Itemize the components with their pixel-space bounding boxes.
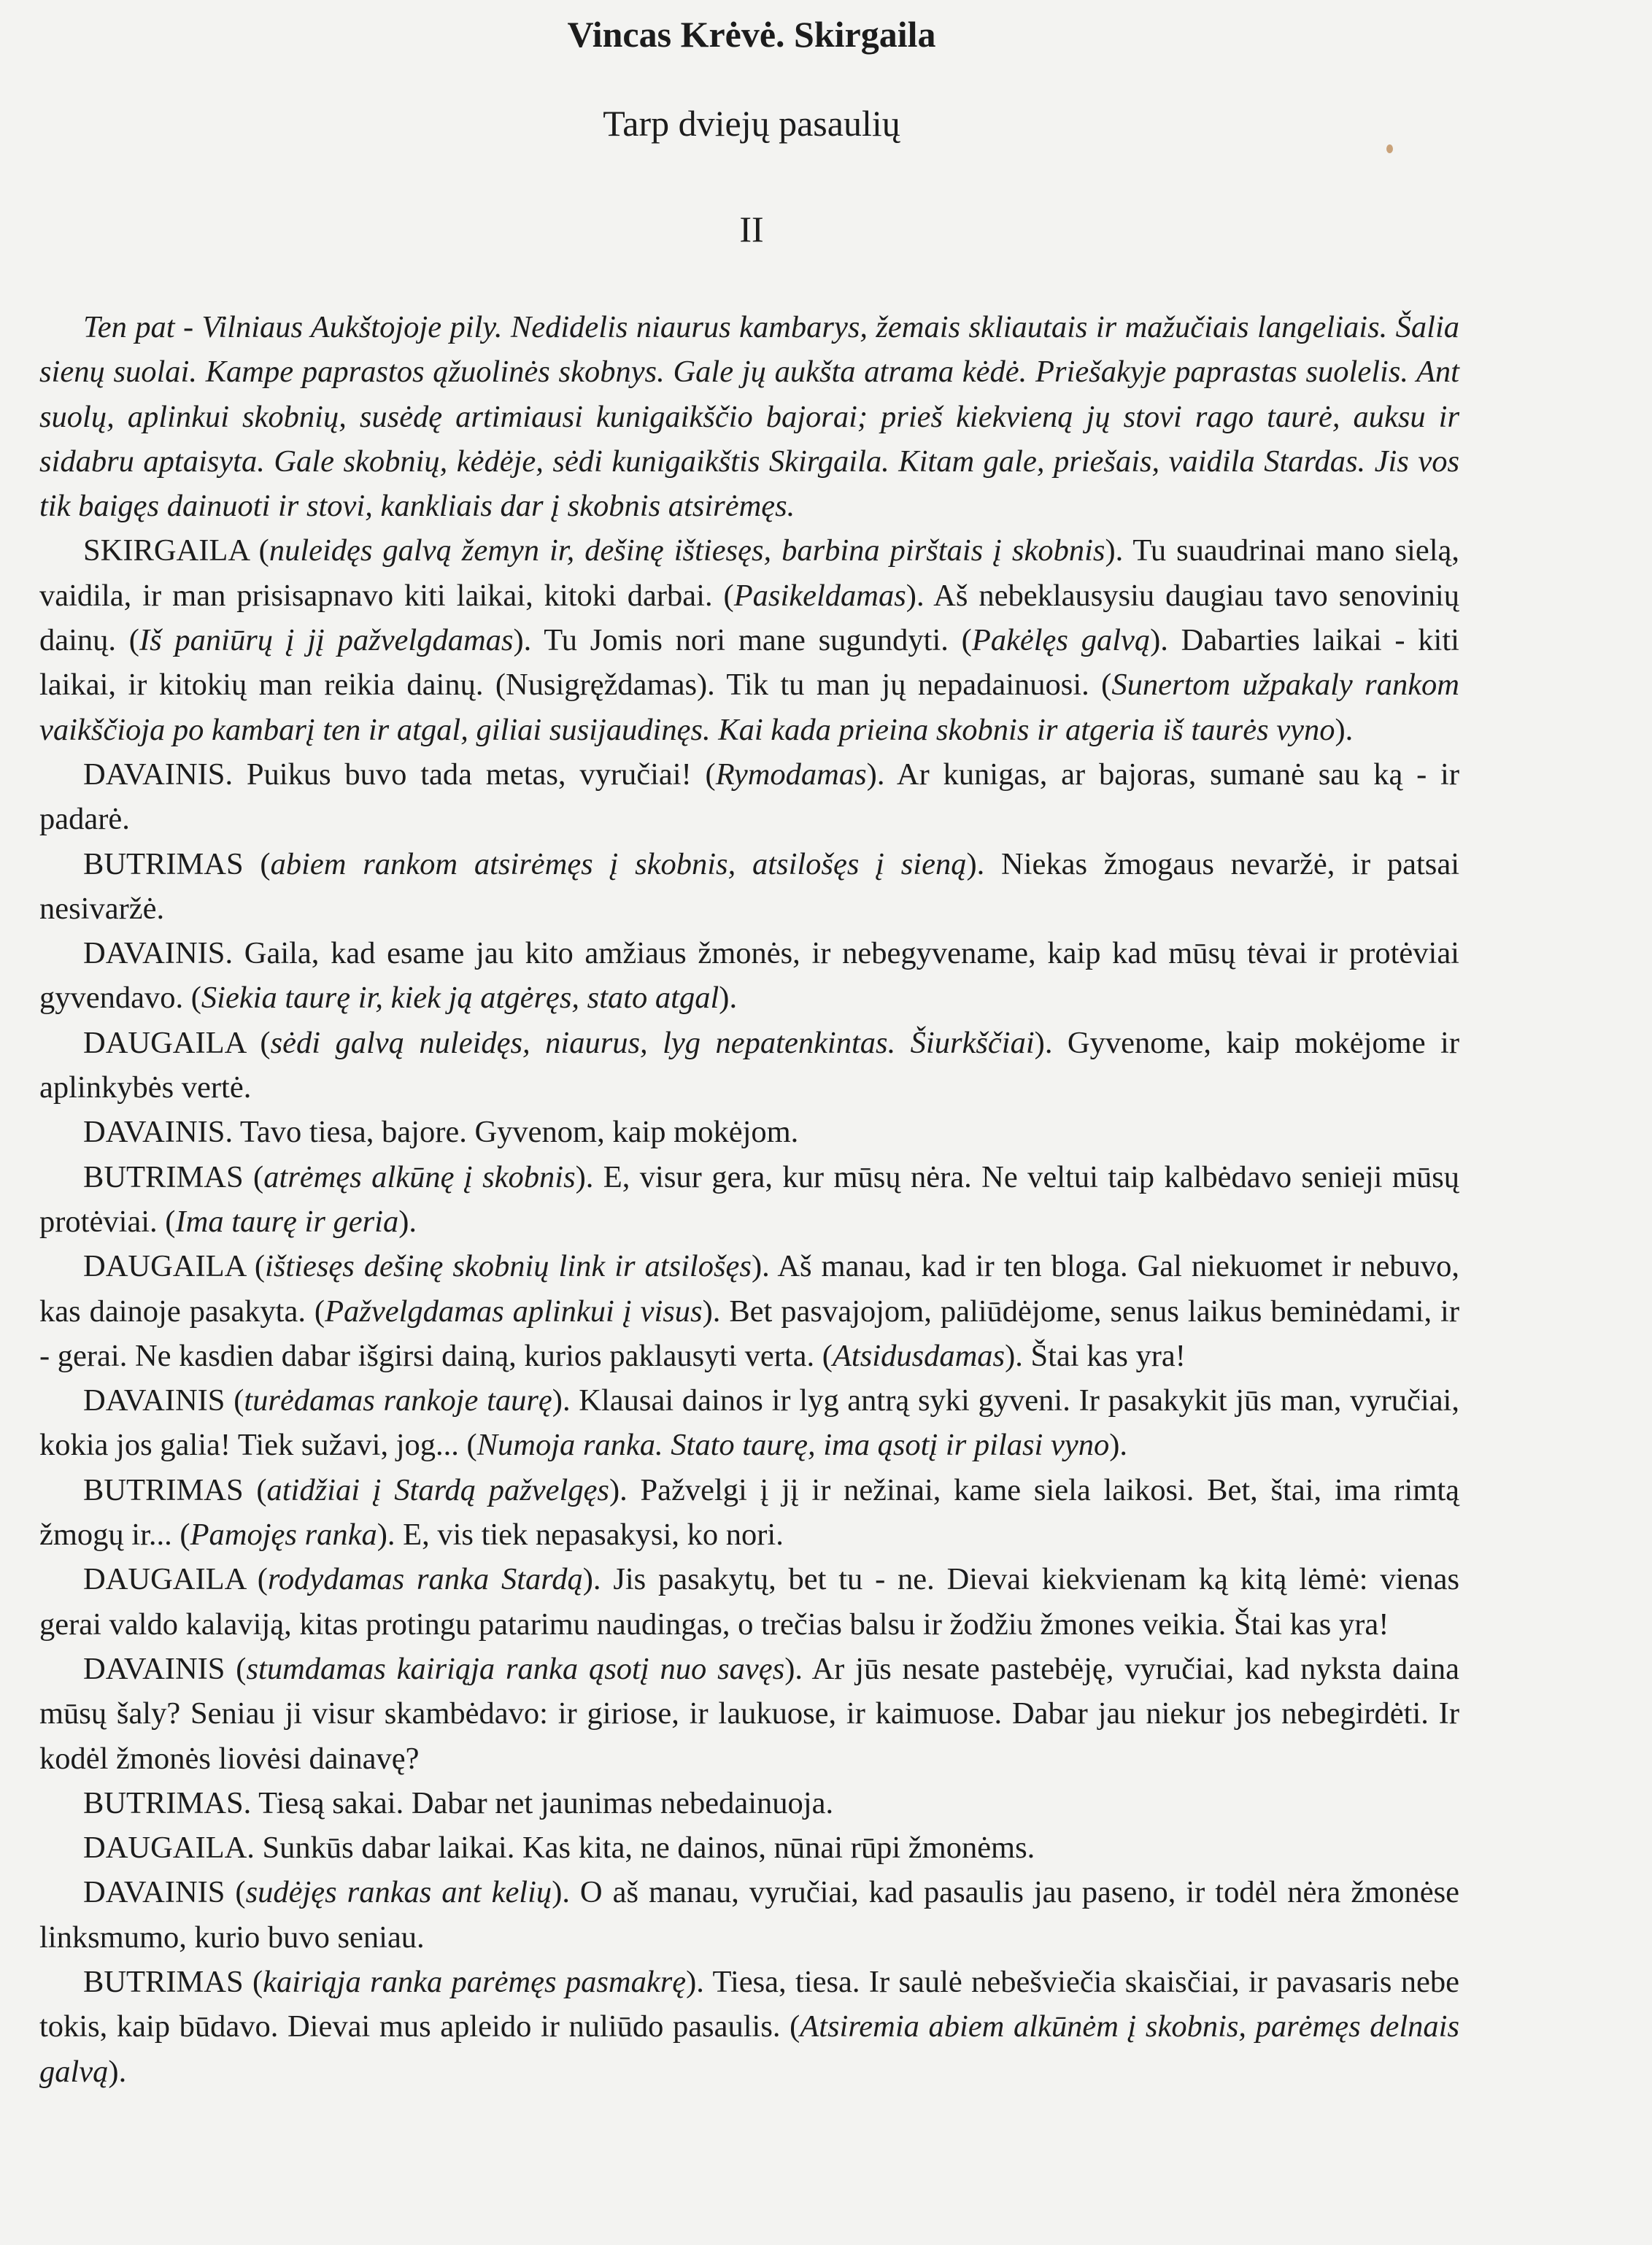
speech-text: ). Aš nebeklausysiu daugiau tavo senovinių dainų. (: [39, 578, 1459, 658]
speech-text: (: [244, 1562, 268, 1597]
speech-text: ). Tu Jomis nori mane sugundyti. (: [513, 623, 972, 658]
speech-text: ). Niekas žmogaus nevaržė, ir patsai nesivaržė.: [39, 846, 1460, 926]
speech-text: ). Dabarties laikai - kiti laikai, ir kitokių man reikia dainų. (Nusigręždamas). Tik tu man jų nepadainuosi. (: [39, 623, 1459, 703]
stage-remark: abiem rankom atsirėmęs į skobnis, atsilošęs į sieną: [270, 846, 967, 881]
speaker-name: BUTRIMAS: [83, 1159, 244, 1194]
page-title: Vincas Krėvė. Skirgaila: [567, 14, 936, 55]
dialogue-line: [39, 1021, 1459, 1110]
stage-remark: atidžiai į Stardą pažvelgęs: [266, 1472, 609, 1507]
speech-text: ). Tu suaudrinai mano sielą, vaidila, ir man prisisapnavo kiti laikai, kitoki darbai. (: [39, 533, 1459, 613]
speaker-name: DAVAINIS: [83, 1383, 225, 1418]
play-text: [39, 305, 1459, 2094]
dialogue-line: [39, 1557, 1459, 1647]
speaker-name: SKIRGAILA: [83, 533, 249, 568]
stage-remark: turėdamas rankoje taurę: [244, 1383, 552, 1418]
speech-text: ). Gyvenome, kaip mokėjome ir aplinkybės vertė.: [39, 1025, 1459, 1105]
speech-text: . Tavo tiesa, bajore. Gyvenom, kaip mokėjom.: [225, 1115, 799, 1150]
speech-text: ).: [719, 981, 738, 1016]
speech-text: (: [243, 1964, 263, 1999]
stage-remark: Pasikeldamas: [733, 578, 906, 613]
speech-text: (: [244, 1249, 266, 1284]
stage-remark: atrėmęs alkūnę į skobnis: [263, 1159, 576, 1194]
dialogue-line: [39, 752, 1459, 842]
stage-remark: Pakėlęs galvą: [971, 623, 1151, 658]
speech-text: (: [248, 533, 269, 568]
speaker-name: DAVAINIS: [83, 936, 225, 971]
stage-remark: Ima taurę ir geria: [175, 1204, 399, 1239]
dialogue-line: [39, 1647, 1459, 1781]
paper-speck: [1386, 144, 1393, 153]
dialogue-line: [39, 1155, 1459, 1245]
dialogue-line: [39, 842, 1459, 932]
dialogue-line: [39, 1110, 1459, 1154]
speech-text: ). Tiesa, tiesa. Ir saulė nebešviečia skaisčiai, ir pavasaris nebe tokis, kaip būdavo. Dievai mus apleido ir nuliūdo pasaulis. (: [39, 1964, 1459, 2044]
speech-text: ). Ar jūs nesate pastebėję, vyručiai, kad nyksta daina mūsų šaly? Seniau ji visur skambėdavo: ir giriose, ir laukuose, ir kaimuose. Dabar jau niekur jos nebegirdėti. Ir kodėl žmonės liovėsi dainavę?: [39, 1651, 1460, 1776]
speech-text: . Sunkūs dabar laikai. Kas kita, ne dainos, nūnai rūpi žmonėms.: [247, 1831, 1035, 1866]
speech-text: . Puikus buvo tada metas, vyručiai! (: [225, 757, 716, 792]
speaker-name: DAVAINIS: [83, 1651, 225, 1686]
speech-text: (: [225, 1651, 247, 1686]
stage-remark: Atsiremia abiem alkūnėm į skobnis, parėmęs delnais galvą: [39, 2009, 1459, 2089]
stage-remark: ištiesęs dešinę skobnių link ir atsilošęs: [265, 1249, 752, 1284]
speech-text: ).: [1109, 1428, 1127, 1463]
speaker-name: BUTRIMAS: [83, 846, 244, 881]
stage-remark: sudėjęs rankas ant kelių: [245, 1875, 552, 1910]
speech-text: ). O aš manau, vyručiai, kad pasaulis jau paseno, ir todėl nėra žmonėse linksmumo, kurio buvo seniau.: [39, 1875, 1460, 1955]
speech-text: (: [225, 1875, 246, 1910]
dialogue-line: [39, 1378, 1459, 1468]
speech-text: (: [243, 846, 271, 881]
dialogue-line: [39, 1244, 1459, 1378]
speaker-name: BUTRIMAS: [83, 1964, 244, 1999]
speech-text: ). Jis pasakytų, bet tu - ne. Dievai kiekvienam ką kitą lėmė: vienas gerai valdo kalaviją, kitas protingu patarimu naudingas, o trečias balsu ir žodžiu žmones veikia. Štai kas yra!: [39, 1562, 1459, 1642]
speaker-name: BUTRIMAS: [83, 1785, 244, 1820]
speech-text: (: [244, 1025, 271, 1060]
stage-remark: Sunertom užpakaly rankom vaikščioja po kambarį ten ir atgal, giliai susijaudinęs. Kai kada prieina skobnis ir atgeria iš taurės vyno: [39, 668, 1459, 747]
dialogue-line: [39, 1825, 1459, 1870]
speaker-name: DAUGAILA: [83, 1249, 245, 1284]
speaker-name: DAUGAILA: [83, 1025, 245, 1060]
speech-text: ). Štai kas yra!: [1005, 1338, 1186, 1373]
speech-text: ). E, vis tiek nepasakysi, ko nori.: [377, 1518, 784, 1553]
speech-text: (: [243, 1159, 264, 1194]
section-number: II: [739, 209, 764, 250]
dialogue-line: [39, 931, 1459, 1021]
dialogue-list: [39, 528, 1459, 2093]
dialogue-line: [39, 1960, 1459, 2094]
stage-remark: Siekia taurę ir, kiek ją atgėręs, stato atgal: [201, 981, 719, 1016]
speech-text: ).: [1335, 712, 1354, 747]
speech-text: . Gaila, kad esame jau kito amžiaus žmonės, ir nebegyvename, kaip kad mūsų tėvai ir protėviai gyvendavo. (: [39, 936, 1459, 1016]
stage-remark: Pamojęs ranka: [190, 1518, 377, 1553]
speech-text: ). Pažvelgi į jį ir nežinai, kame siela laikosi. Bet, štai, ima rimtą žmogų ir... (: [39, 1472, 1459, 1553]
stage-remark: kairiąja ranka parėmęs pasmakrę: [263, 1964, 687, 1999]
speaker-name: DAUGAILA: [83, 1562, 245, 1597]
speech-text: ). Aš manau, kad ir ten bloga. Gal niekuomet ir nebuvo, kas dainoje pasakyta. (: [39, 1249, 1459, 1329]
stage-remark: Atsidusdamas: [832, 1338, 1006, 1373]
speech-text: ).: [398, 1204, 417, 1239]
speech-text: ). Ar kunigas, ar bajoras, sumanė sau ką - ir padarė.: [39, 757, 1460, 837]
stage-remark: nuleidęs galvą žemyn ir, dešinę ištiesęs, barbina pirštais į skobnis: [269, 533, 1105, 568]
chapter-subtitle: Tarp dviejų pasaulių: [603, 103, 900, 144]
speech-text: (: [243, 1472, 267, 1507]
dialogue-line: [39, 1781, 1459, 1825]
speech-text: (: [225, 1383, 244, 1418]
speech-text: ). E, visur gera, kur mūsų nėra. Ne veltui taip kalbėdavo senieji mūsų protėviai. (: [39, 1159, 1459, 1239]
speaker-name: DAVAINIS: [83, 757, 225, 792]
stage-remark: Numoja ranka. Stato taurę, ima ąsotį ir pilasi vyno: [476, 1428, 1110, 1463]
dialogue-line: [39, 1468, 1459, 1558]
stage-remark: Iš paniūrų į jį pažvelgdamas: [139, 623, 514, 658]
speech-text: ). Bet pasvajojom, paliūdėjome, senus laikus beminėdami, ir - gerai. Ne kasdien dabar išgirsi dainą, kurios paklausyti verta. (: [39, 1294, 1459, 1373]
stage-remark: Pažvelgdamas aplinkui į visus: [325, 1294, 703, 1329]
speech-text: ). Klausai dainos ir lyg antrą syki gyveni. Ir pasakykit jūs man, vyručiai, kokia jos galia! Tiek sužavi, jog... (: [39, 1383, 1459, 1463]
speech-text: ).: [108, 2054, 127, 2089]
stage-remark: Rymodamas: [715, 757, 867, 792]
speaker-name: DAVAINIS: [83, 1115, 225, 1150]
stage-remark: stumdamas kairiąja ranka ąsotį nuo savęs: [246, 1651, 785, 1686]
dialogue-line: [39, 528, 1459, 751]
speech-text: . Tiesą sakai. Dabar net jaunimas nebedainuoja.: [243, 1785, 834, 1820]
speaker-name: DAUGAILA: [83, 1831, 247, 1866]
dialogue-line: [39, 1870, 1459, 1960]
stage-remark: rodydamas ranka Stardą: [267, 1562, 583, 1597]
stage-direction: Ten pat - Vilniaus Aukštojoje pily. Nedidelis niaurus kambarys, žemais skliautais ir mažučiais langeliais. Šalia sienų suolai. Kampe paprastos ąžuolinės skobnys. Gale jų aukšta atrama kėdė. Priešakyje paprastas suolelis. Ant suolų, aplinkui skobnių, susėdę artimiausi kunigaikščio bajorai; prieš kiekvieną jų stovi rago taurė, auksu ir sidabru aptaisyta. Gale skobnių, kėdėje, sėdi kunigaikštis Skirgaila. Kitam gale, priešais, vaidila Stardas. Jis vos tik baigęs dainuoti ir stovi, kankliais dar į skobnis atsirėmęs.: [39, 310, 1459, 524]
speaker-name: BUTRIMAS: [83, 1472, 244, 1507]
speaker-name: DAVAINIS: [83, 1875, 225, 1910]
stage-remark: sėdi galvą nuleidęs, niaurus, lyg nepatenkintas. Šiurkščiai: [270, 1025, 1035, 1060]
